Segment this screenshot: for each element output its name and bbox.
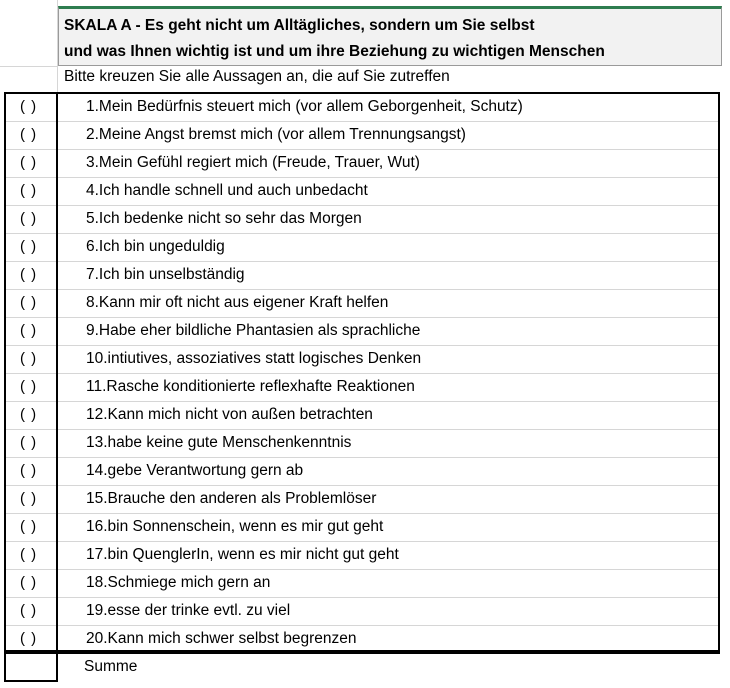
item-checkbox[interactable]: ( ) [20,294,38,311]
item-text: 7.Ich bin unselbständig [86,266,245,283]
item-row [6,262,718,290]
item-checkbox[interactable]: ( ) [20,154,38,171]
item-text: 8.Kann mir oft nicht aus eigener Kraft helfen [86,294,389,311]
item-checkbox[interactable]: ( ) [20,546,38,563]
item-checkbox[interactable]: ( ) [20,630,38,647]
sum-label: Summe [84,658,138,675]
item-checkbox[interactable]: ( ) [20,238,38,255]
item-text: 13.habe keine gute Menschenkenntnis [86,434,352,451]
item-checkbox[interactable]: ( ) [20,518,38,535]
item-row [6,542,718,570]
item-checkbox[interactable]: ( ) [20,574,38,591]
item-text: 1.Mein Bedürfnis steuert mich (vor allem Geborgenheit, Schutz) [86,98,523,115]
item-row [6,626,718,654]
item-row [6,402,718,430]
item-checkbox[interactable]: ( ) [20,602,38,619]
item-text: 12.Kann mich nicht von außen betrachten [86,406,373,423]
item-text: 14.gebe Verantwortung gern ab [86,462,304,479]
item-checkbox[interactable]: ( ) [20,462,38,479]
instruction-text: Bitte kreuzen Sie alle Aussagen an, die auf Sie zutreffen [64,68,450,85]
item-row [6,514,718,542]
grid-line [0,66,58,67]
item-row [6,290,718,318]
item-checkbox[interactable]: ( ) [20,322,38,339]
item-checkbox[interactable]: ( ) [20,126,38,143]
item-row [6,234,718,262]
scale-title: SKALA A - Es geht nicht um Alltägliches, sondern um Sie selbst [64,17,535,34]
sum-divider [56,652,720,654]
item-text: 19.esse der trinke evtl. zu viel [86,602,291,619]
item-text: 18.Schmiege mich gern an [86,574,271,591]
item-row [6,458,718,486]
item-row [6,430,718,458]
item-text: 9.Habe eher bildliche Phantasien als sprachliche [86,322,421,339]
item-text: 2.Meine Angst bremst mich (vor allem Trennungsangst) [86,126,466,143]
item-checkbox[interactable]: ( ) [20,182,38,199]
item-checkbox[interactable]: ( ) [20,406,38,423]
scale-header [58,6,722,66]
item-checkbox[interactable]: ( ) [20,490,38,507]
scale-subtitle: und was Ihnen wichtig ist und um ihre Beziehung zu wichtigen Menschen [64,43,605,60]
item-text: 11.Rasche konditionierte reflexhafte Reaktionen [86,378,415,395]
item-checkbox[interactable]: ( ) [20,98,38,115]
item-row [6,318,718,346]
item-text: 6.Ich bin ungeduldig [86,238,225,255]
item-text: 17.bin QuenglerIn, wenn es mir nicht gut geht [86,546,399,563]
item-text: 20.Kann mich schwer selbst begrenzen [86,630,357,647]
item-row [6,570,718,598]
item-row [6,94,718,122]
item-text: 16.bin Sonnenschein, wenn es mir gut geht [86,518,384,535]
sum-input-cell[interactable] [4,652,58,682]
item-row [6,486,718,514]
item-text: 10.intiutives, assoziatives statt logisches Denken [86,350,422,367]
item-checkbox[interactable]: ( ) [20,350,38,367]
item-row [6,122,718,150]
item-text: 4.Ich handle schnell und auch unbedacht [86,182,368,199]
item-text: 5.Ich bedenke nicht so sehr das Morgen [86,210,362,227]
item-row [6,374,718,402]
item-row [6,178,718,206]
item-text: 3.Mein Gefühl regiert mich (Freude, Trauer, Wut) [86,154,420,171]
item-checkbox[interactable]: ( ) [20,378,38,395]
item-row [6,598,718,626]
item-row [6,150,718,178]
item-row [6,346,718,374]
item-checkbox[interactable]: ( ) [20,434,38,451]
item-row [6,206,718,234]
item-checkbox[interactable]: ( ) [20,266,38,283]
item-text: 15.Brauche den anderen als Problemlöser [86,490,377,507]
item-checkbox[interactable]: ( ) [20,210,38,227]
